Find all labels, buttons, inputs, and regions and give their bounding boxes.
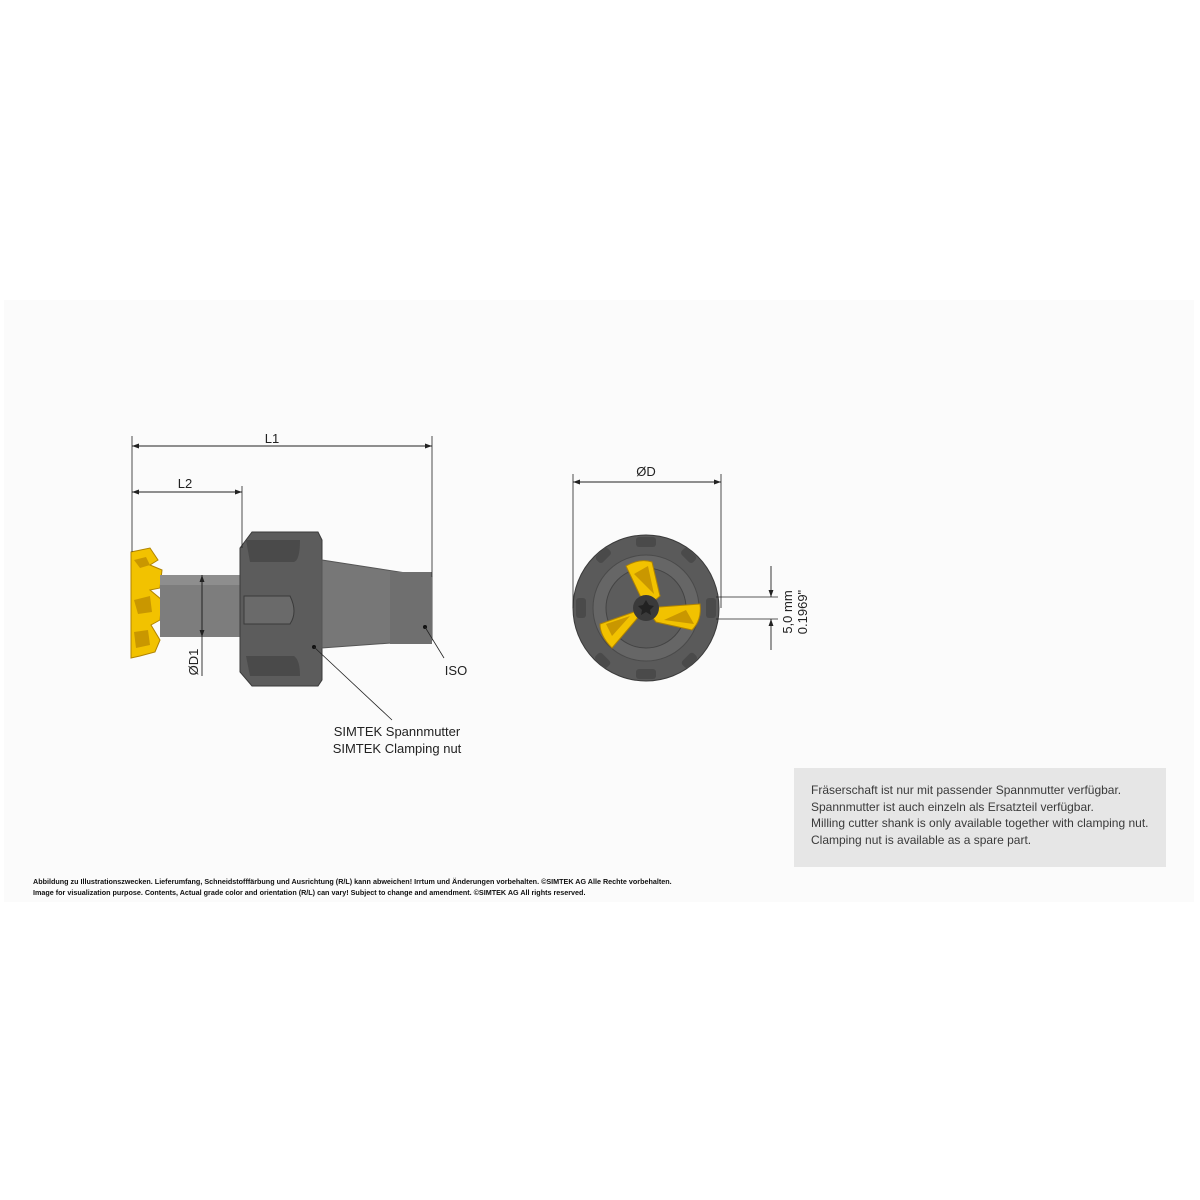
- d-label: ØD: [636, 464, 656, 479]
- cutting-insert-side: [131, 548, 162, 658]
- l2-label: L2: [177, 476, 193, 491]
- l1-label: L1: [264, 431, 280, 446]
- front-view: [573, 474, 778, 681]
- nut-label-de: SIMTEK Spannmutter: [333, 724, 461, 739]
- dim-mm-label: 5,0 mm: [780, 590, 795, 634]
- info-note: [794, 768, 1166, 867]
- disclaimer-de: Abbildung zu Illustrationszwecken. Lieferumfang, Schneidstofffärbung und Ausrichtung (R/L) kann abweichen! Irrtum und Änderungen vorbehalten. ©SIMTEK AG Alle Rechte vorbehalten.: [33, 877, 672, 886]
- iso-label: ISO: [444, 663, 468, 678]
- d1-label: ØD1: [186, 648, 201, 676]
- clamping-nut-side: [240, 532, 322, 686]
- nut-label-en: SIMTEK Clamping nut: [332, 741, 462, 756]
- note-line: Spannmutter ist auch einzeln als Ersatzteil verfügbar.: [811, 799, 1094, 814]
- note-line: Fräserschaft ist nur mit passender Spannmutter verfügbar.: [811, 783, 1122, 797]
- disclaimer-en: Image for visualization purpose. Contents, Actual grade color and orientation (R/L) can vary! Subject to change and amendment. ©SIMTEK AG All rights reserved.: [33, 887, 586, 897]
- note-line: Milling cutter shank is only available together with clamping nut.: [811, 816, 1149, 831]
- disclaimer: [33, 877, 672, 898]
- note-line: Clamping nut is available as a spare part.: [811, 832, 1032, 847]
- dim-in-label: 0.1969": [795, 589, 810, 635]
